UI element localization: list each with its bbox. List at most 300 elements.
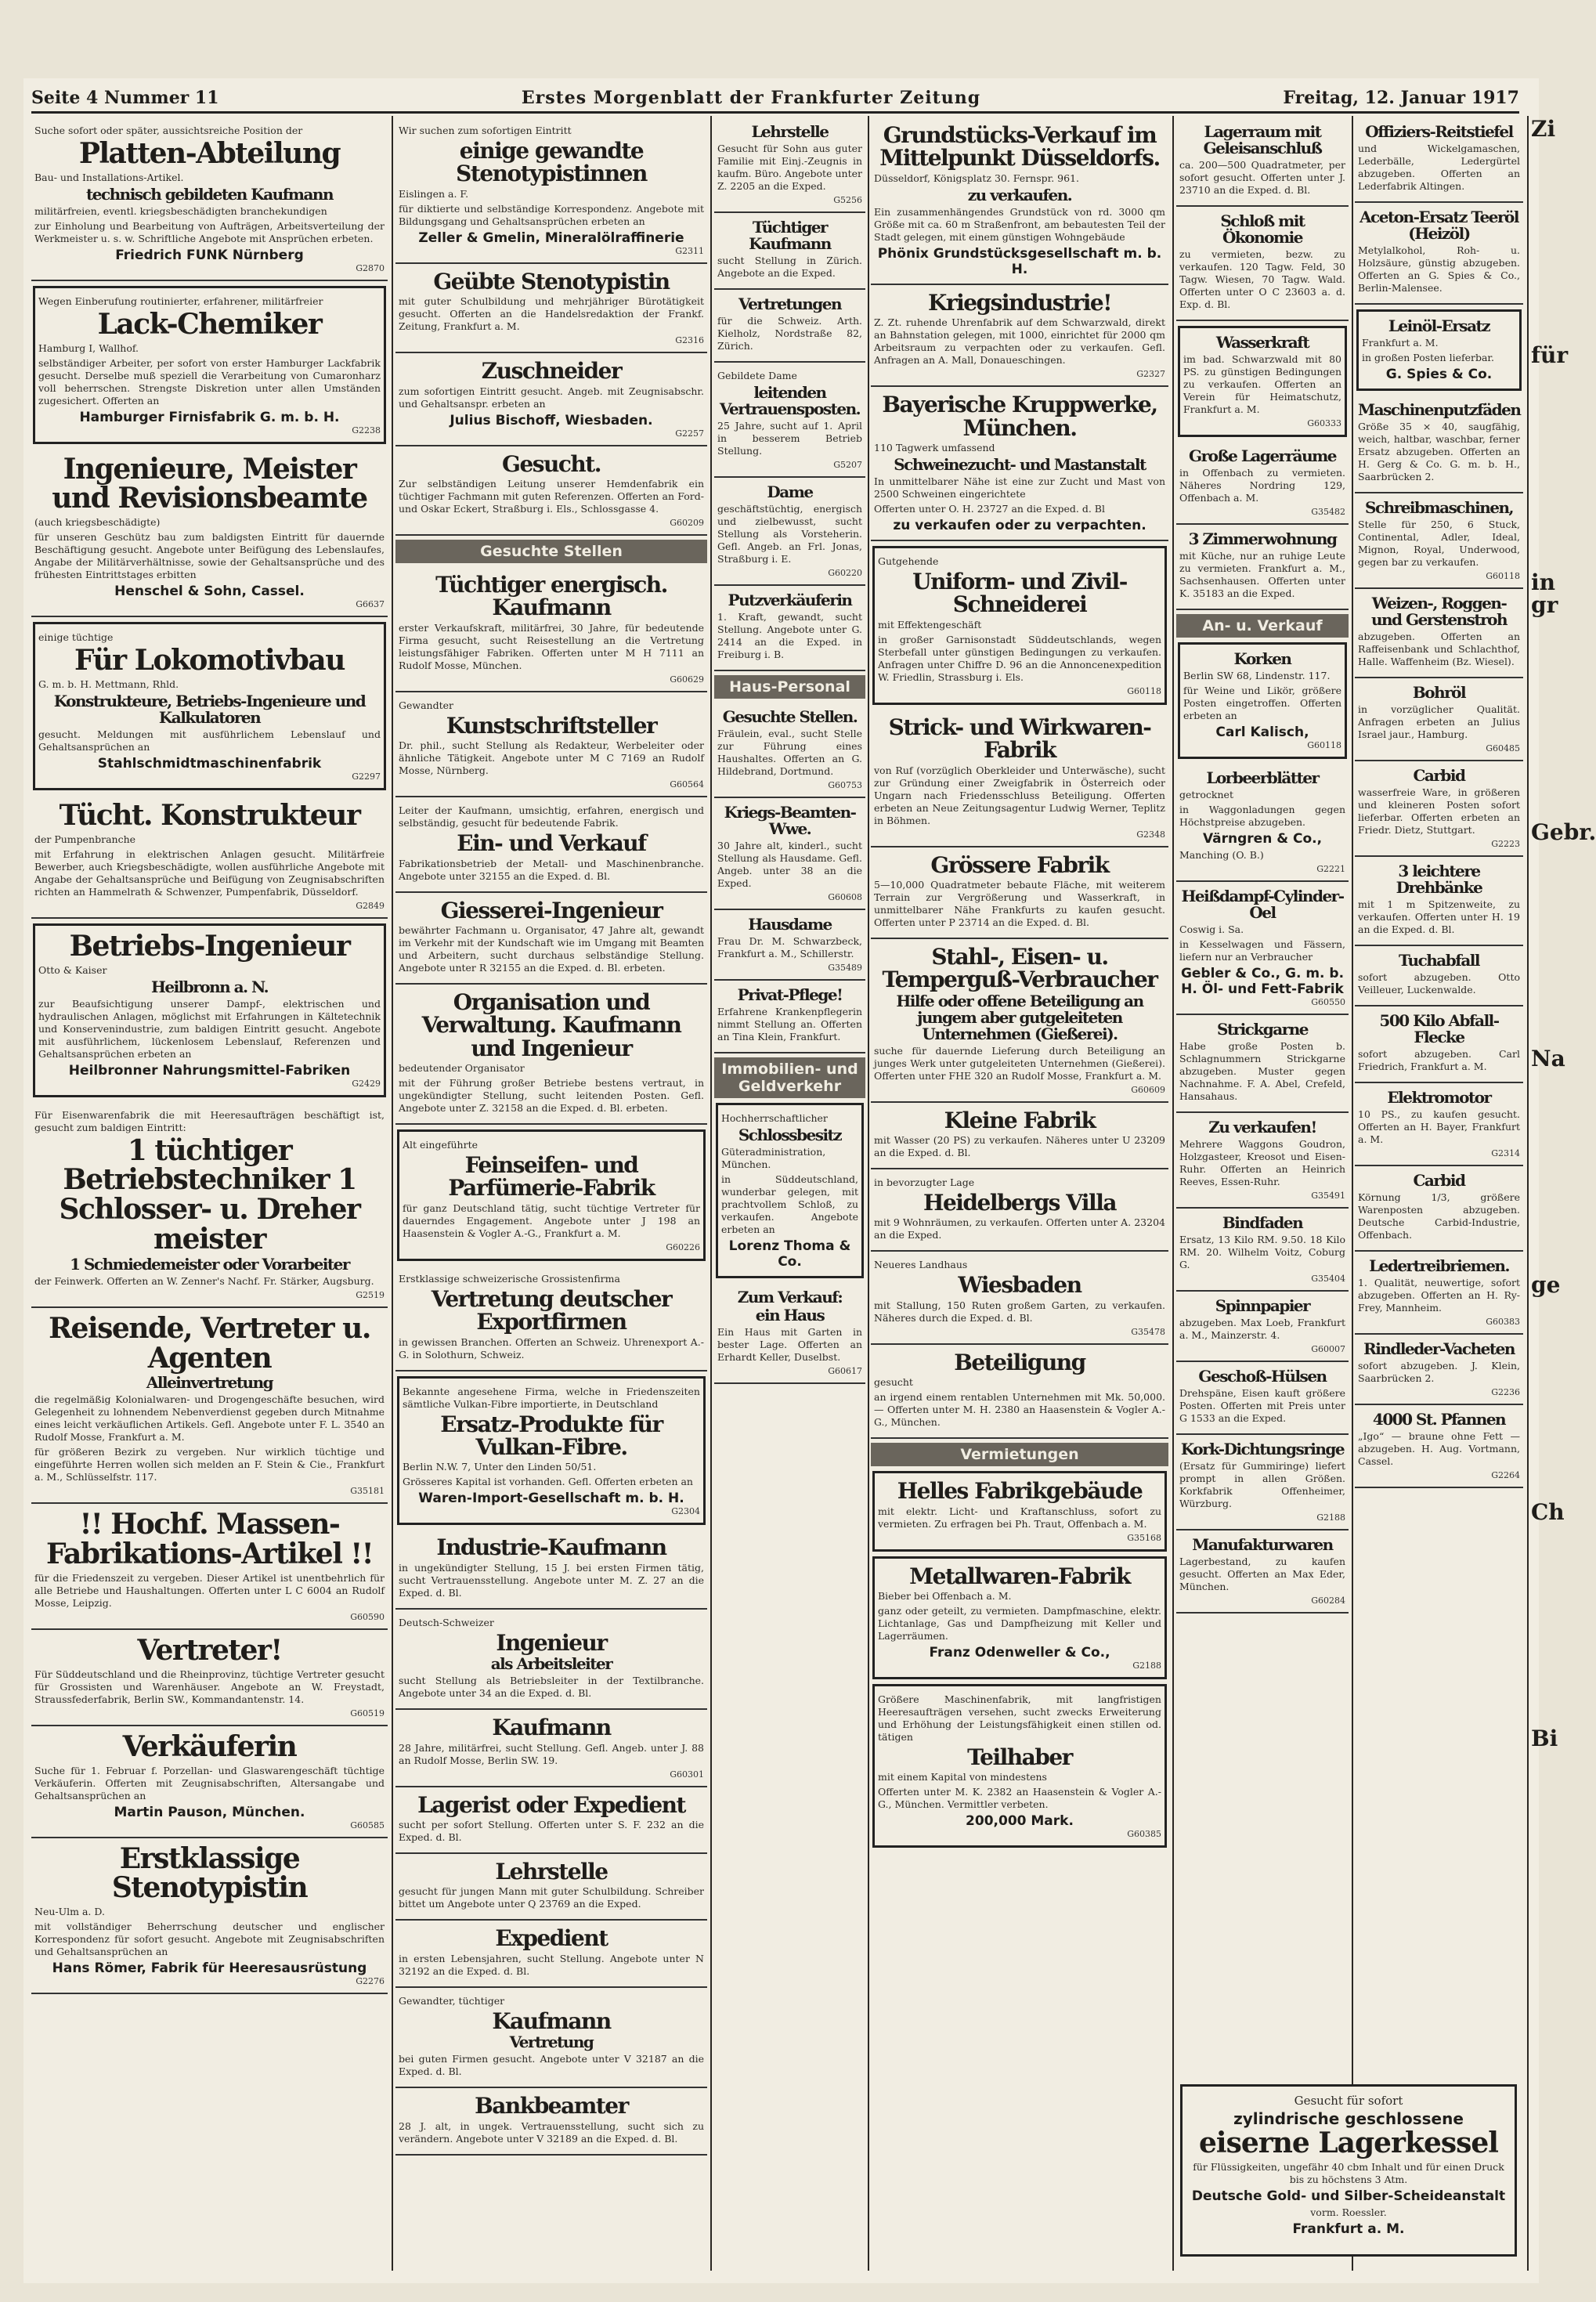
ad-body: gesucht für jungen Mann mit guter Schulbildung. Schreiber bittet um Angebote unter Q 23769 an die Exped.: [399, 1885, 704, 1910]
ad-lead: Größere Maschinenfabrik, mit langfristigen Heeresaufträgen versehen, sucht zwecks Erweiterung und Erhöhung der Leistungsfähigkeit einen stillen od. tätigen: [878, 1693, 1161, 1744]
classified-ad: [1355, 857, 1523, 946]
ad-body: Dr. phil., sucht Stellung als Redakteur, Werbeleiter oder ähnliche Tätigkeit. Angebote unter M C 7169 an Rudolf Mosse, Nürnberg.: [399, 739, 704, 777]
ad-reference: G60629: [670, 674, 704, 685]
classified-ad: [871, 285, 1168, 387]
ad-subline: G. m. b. H. Mettmann, Rhld.: [38, 678, 179, 690]
ad-body: gesucht. Meldungen mit ausführlichem Lebenslauf und Gehaltsansprüchen an: [38, 728, 381, 753]
classified-ad: [1176, 1292, 1349, 1362]
ad-reference: G2188: [1132, 1661, 1161, 1671]
ad-headline: Tüchtiger Kaufmann: [749, 218, 831, 253]
ad-body: mit der Führung großer Betriebe bestens vertraut, in ungekündigter Stellung, sucht leitenden Posten. Gefl. Angebote unter Z. 32158 an die Exped. d. Bl. erbeten.: [399, 1077, 704, 1115]
ad-headline: Wiesbaden: [958, 1272, 1081, 1299]
ad-signature: zu verkaufen oder zu verpachten.: [893, 517, 1146, 533]
ad-headline: Putzverkäuferin: [728, 591, 852, 609]
ad-headline: Privat-Pflege!: [737, 985, 843, 1004]
ad-reference: G35482: [1311, 507, 1345, 517]
ad-lead: Alt eingeführte: [403, 1139, 478, 1151]
ad-body: mit guter Schulbildung und mehrjähriger Bürotätigkeit gesucht. Offerten an die Handelsredaktion der Frankf. Zeitung, Frankfurt a. M.: [399, 295, 704, 333]
ad-body: abzugeben. Offerten an Raffeisenbank und Schlachthof, Halle. Waffenheim (Bz. Wiesel).: [1358, 631, 1520, 667]
classified-ad: [714, 1283, 865, 1384]
classified-ad: [714, 213, 865, 290]
ad-reference: G2316: [675, 335, 704, 346]
ad-body: in ungekündigter Stellung, 15 J. bei ersten Firmen tätig, sucht Vertrauensstellung. Angebote unter M. Z. 27 an die Exped. d. Bl.: [399, 1561, 704, 1599]
ad-body: selbständiger Arbeiter, per sofort von erster Hamburger Lackfabrik gesucht. Derselbe muß speziell die Verarbeitung von Cumaronharz voll beherrschen. Strengste Diskretion unter allen Umständen zugesichert. Offerten an: [38, 356, 381, 407]
classified-ad: [33, 286, 386, 444]
classified-ad: [395, 692, 707, 797]
ad-body: Habe große Posten b. Schlagnummern Strickgarne abzugeben. Muster gegen Nachnahme. F. A. Abel, Crefeld, Hansahaus.: [1179, 1040, 1345, 1102]
section-heading: Immobilien- und Geldverkehr: [714, 1057, 865, 1098]
ad-body: für die Schweiz. Arth. Kielholz, Nordstraße 82, Zürich.: [717, 315, 862, 352]
ad-headline: Geübte Stenotypistin: [433, 268, 670, 295]
ad-headline: Carbid: [1413, 766, 1465, 785]
ad-body: sofort abzugeben. Otto Veilleuer, Luckenwalde.: [1358, 971, 1520, 996]
ad-reference: G2236: [1491, 1387, 1520, 1397]
ad-headline: Kriegsindustrie!: [927, 289, 1111, 316]
ad-body: Ein zusammenhängendes Grundstück von rd. 3000 qm Größe mit ca. 60 m Straßenfront, am bebautesten Teil der Stadt gelegen, mit einem günstigen Wohngebäude: [874, 205, 1165, 243]
ad-headline: Leinöl-Ersatz: [1388, 316, 1490, 335]
classified-ad: [714, 586, 865, 671]
ad-headline: Helles Fabrikgebäude: [897, 1478, 1143, 1505]
ad-headline: Geschoß-Hülsen: [1198, 1367, 1327, 1386]
ad-body: Frau Dr. M. Schwarzbeck, Frankfurt a. M., Schillerstr.: [717, 935, 862, 959]
ad-headline: Tücht. Konstrukteur: [59, 798, 360, 832]
ad-body: 1. Kraft, gewandt, sucht Stellung. Angebote unter G. 2414 an die Exped. in Freiburg i. B.: [717, 611, 862, 660]
ad-headline: Vertretungen: [738, 295, 841, 313]
ad-body: 28 Jahre, militärfrei, sucht Stellung. Gefl. Angeb. unter J. 88 an Rudolf Mosse, Berlin SW. 19.: [399, 1741, 704, 1766]
ad-headline: Schlossbesitz: [738, 1126, 842, 1144]
ad-headline: 3 leichtere Drehbänke: [1396, 862, 1482, 897]
ad-subline: der Pumpenbranche: [34, 833, 136, 845]
ad-subline: vorm. Roessler.: [1310, 2206, 1387, 2218]
ad-headline: Zuschneider: [481, 358, 622, 385]
ad-body: und Wickelgamaschen, Lederbälle, Ledergürtel abzugeben. Offerten an Lederfabrik Altingen.: [1358, 143, 1520, 192]
ad-headline: Grössere Fabrik: [930, 851, 1109, 878]
ad-headline: Große Lagerräume: [1188, 446, 1337, 465]
ad-reference: G35168: [1127, 1532, 1161, 1543]
ad-headline: Wasserkraft: [1215, 333, 1309, 352]
ad-body: Ersatz, 13 Kilo RM. 9.50. 18 Kilo RM. 20. Wilhelm Voitz, Coburg G.: [1179, 1234, 1345, 1270]
column-5: [1176, 117, 1349, 2271]
ad-subline-2: Manching (O. B.): [1179, 849, 1264, 861]
classified-ad: [395, 1988, 707, 2088]
ad-body: in Waggonladungen gegen Höchstpreise abzugeben.: [1179, 804, 1345, 828]
classified-ad: [714, 117, 865, 213]
ad-headline: Ingenieur: [496, 1629, 607, 1656]
ad-signature: Heilbronner Nahrungsmittel-Fabriken: [68, 1062, 351, 1079]
ad-body: wasserfreie Ware, in größeren und kleineren Posten sofort lieferbar. Offerten erbeten an Friedr. Dietz, Stuttgart.: [1358, 786, 1520, 836]
section-heading: Vermietungen: [871, 1443, 1168, 1466]
ad-signature: Waren-Import-Gesellschaft m. b. H.: [418, 1491, 684, 1507]
cutoff-fragment: Ch: [1531, 1498, 1565, 1525]
ad-signature: Friedrich FUNK Nürnberg: [115, 247, 304, 263]
ad-body-2: Offerten unter M. K. 2382 an Haasenstein & Vogler A.-G., München. Vermittler verbeten.: [878, 1786, 1161, 1811]
ad-headline: Heißdampf-Cylinder-Oel: [1181, 887, 1344, 922]
ad-reference: G2429: [352, 1078, 381, 1089]
ad-headline: Kunstschriftsteller: [446, 712, 657, 739]
ad-subline: Coswig i. Sa.: [1179, 923, 1244, 935]
ad-signature: Värngren & Co.,: [1202, 831, 1323, 847]
ad-body: 5—10,000 Quadratmeter bebaute Fläche, mit weiterem Terrain zur Vergrößerung und Wasserkraft, in unmittelbarer Nähe Frankfurts zu kaufen gesucht. Offerten unter P 23714 an die Exped. d. Bl.: [874, 878, 1165, 928]
ad-headline: Kaufmann: [492, 1715, 611, 1741]
ad-body: geschäftstüchtig, energisch und zielbewusst, sucht Stellung als Vorsteherin. Gefl. Angeb. an Frl. Jonas, Straßburg i. E.: [717, 503, 862, 565]
ad-body: mit Wasser (20 PS) zu verkaufen. Näheres unter U 23209 an die Exped. d. Bl.: [874, 1134, 1165, 1159]
ad-headline: Manufakturwaren: [1192, 1535, 1333, 1554]
ad-body: zum sofortigen Eintritt gesucht. Angeb. mit Zeugnisabschr. und Gehaltsanspr. erbeten an: [399, 385, 704, 410]
section-heading: An- u. Verkauf: [1176, 614, 1349, 638]
ad-headline-2: ein Haus: [755, 1306, 825, 1324]
ad-reference: G60564: [670, 779, 704, 790]
ad-headline-2: technisch gebildeten Kaufmann: [85, 184, 333, 204]
ad-body: Lagerbestand, zu kaufen gesucht. Offerten an Max Eder, München.: [1179, 1556, 1345, 1592]
ad-headline: Strickgarne: [1216, 1020, 1309, 1039]
ad-body: Zur selbständigen Leitung unserer Hemdenfabrik ein tüchtiger Fachmann mit guten Referenzen. Offerten an Ford- und Oskar Eckert, Straßburg i. Els., Schlossgasse 4.: [399, 477, 704, 515]
ad-body: in gewissen Branchen. Offerten an Schweiz. Uhrenexport A.-G. in Solothurn, Schweiz.: [399, 1335, 704, 1361]
ad-reference: G2519: [356, 1289, 385, 1300]
column-3: [714, 117, 865, 2271]
column-7-cutoff: [1531, 116, 1596, 2271]
ad-body: mit Erfahrung in elektrischen Anlagen gesucht. Militärfreie Bewerber, auch Kriegsbeschädigte, wollen ausführliche Angebote mit Angabe der Gehaltsansprüche und Beifügung von Zeugnisabschriften richten an Hammelrath & Schwenzer, Pumpenfabrik, Düsseldorf.: [34, 847, 385, 898]
ad-headline: Lagerist oder Expedient: [417, 1791, 685, 1818]
issue-date: Freitag, 12. Januar 1917: [1283, 88, 1519, 108]
ad-headline: Lehrstelle: [751, 122, 829, 141]
ad-body: mit einem Kapital von mindestens: [878, 1771, 1047, 1783]
ad-subline: getrocknet: [1179, 789, 1233, 800]
ad-body: Stelle für 250, 6 Stuck, Continental, Adler, Ideal, Mignon, Royal, Underwood, gegen bar zu verkaufen.: [1358, 519, 1520, 568]
ad-headline: Organisation und Verwaltung. Kaufmann und Ingenieur: [421, 988, 681, 1061]
ad-body: Gesucht für Sohn aus guter Familie mit Einj.-Zeugnis in kaufm. Büro. Angebote unter Z. 2205 an die Exped.: [717, 143, 862, 192]
ad-signature: Hamburger Firnisfabrik G. m. b. H.: [79, 409, 340, 425]
ad-reference: G5256: [833, 195, 862, 205]
ad-body: für ganz Deutschland tätig, sucht tüchtige Vertreter für dauerndes Engagement. Angebote unter J 198 an Haasenstein & Vogler A.-G., Frankfurt a. M.: [403, 1202, 700, 1239]
classified-ad: [31, 117, 388, 281]
ad-subline: Bieber bei Offenbach a. M.: [878, 1590, 1012, 1603]
cutoff-fragment: ge: [1531, 1272, 1561, 1299]
classified-ad: [31, 1308, 388, 1505]
ad-headline: Lehrstelle: [495, 1858, 608, 1885]
classified-ad: [1176, 117, 1349, 207]
column-rule: [1172, 116, 1174, 2271]
classified-ad: [395, 1610, 707, 1710]
ad-reference: G2849: [356, 900, 385, 911]
ad-lead: Wegen Einberufung routinierter, erfahrener, militärfreier: [38, 295, 323, 307]
ad-headline: Bankbeamter: [475, 2093, 628, 2120]
ad-reference: G60585: [350, 1820, 385, 1830]
ad-body: „Igo“ — braune ohne Fett — abzugeben. H. Aug. Vortmann, Cassel.: [1358, 1430, 1520, 1467]
ad-reference: G2297: [352, 771, 381, 782]
cutoff-fragment: Na: [1531, 1045, 1565, 1071]
classified-ad: [871, 1345, 1168, 1439]
ad-reference: G60220: [828, 568, 862, 578]
lagerkessel-ad: [1180, 2084, 1517, 2257]
page-header: [31, 85, 1519, 114]
ad-headline-2: Alleinvertretung: [146, 1373, 273, 1393]
classified-ad: [1176, 1362, 1349, 1435]
ad-body: in ersten Lebensjahren, sucht Stellung. Angebote unter N 32192 an die Exped. d. Bl.: [399, 1952, 704, 1977]
classified-ad: [31, 1630, 388, 1726]
ad-signature: Henschel & Sohn, Cassel.: [114, 584, 305, 600]
ad-body: in vorzüglicher Qualität. Anfragen erbeten an Julius Israel jaur., Hamburg.: [1358, 703, 1520, 740]
ad-headline: Metallwaren-Fabrik: [909, 1563, 1130, 1589]
ad-body: zu vermieten, bezw. zu verkaufen. 120 Tagw. Feld, 30 Tagw. Wiesen, 70 Tagw. Wald. Offerten unter O C 23603 a. d. Exp. d. Bl.: [1179, 248, 1345, 310]
ad-reference: G2188: [1316, 1512, 1345, 1523]
column-4: [871, 117, 1168, 2271]
ad-headline: Lorbeerblätter: [1206, 768, 1319, 787]
classified-ad: [1176, 1209, 1349, 1292]
ad-body: zur Beaufsichtigung unserer Dampf-, elektrischen und hydraulischen Anlagen, möglichst mit Erfahrungen in Kältetechnik und Konservenindustrie, zum baldigen Eintritt gesucht. Angebote mit ausführlichem, lückenlosem Lebenslauf, Referenzen und Gehaltsansprüchen erbeten an: [38, 997, 381, 1060]
section-heading: Haus-Personal: [714, 675, 865, 699]
ad-reference: G60385: [1127, 1829, 1161, 1840]
ad-headline-2: zu verkaufen.: [967, 185, 1072, 204]
ad-headline: Bohröl: [1412, 683, 1466, 702]
ad-subline: Neu-Ulm a. D.: [34, 1906, 105, 1918]
ad-subline: mit Effektengeschäft: [878, 618, 982, 631]
classified-ad: [395, 1266, 707, 1371]
ad-signature: Julius Bischoff, Wiesbaden.: [450, 412, 653, 428]
ad-signature: Zeller & Gmelin, Mineralölraffinerie: [418, 229, 684, 246]
ad-reference: G60118: [1307, 740, 1341, 750]
classified-ad: [871, 1252, 1168, 1344]
classified-ad: [1178, 326, 1347, 437]
ad-subline: Berlin N.W. 7, Unter den Linden 50/51.: [403, 1461, 597, 1473]
ad-reference: G2276: [356, 1976, 385, 1987]
ad-headline: Maschinenputzfäden: [1358, 400, 1521, 419]
classified-ad: [395, 446, 707, 536]
classified-ad: [871, 117, 1168, 285]
classified-ad: [395, 1530, 707, 1609]
ad-signature: Carl Kalisch,: [1215, 725, 1309, 740]
classified-ad: [1355, 1166, 1523, 1252]
ad-body: mit elektr. Licht- und Kraftanschluss, sofort zu vermieten. Zu erfragen bei Ph. Traut, Offenbach a. M.: [878, 1505, 1161, 1530]
ad-headline: Elektromotor: [1387, 1088, 1491, 1107]
ad-signature: Deutsche Gold- und Silber-Scheideanstalt: [1191, 2188, 1506, 2204]
ad-body: sofort abzugeben. J. Klein, Saarbrücken 2.: [1358, 1360, 1520, 1384]
ad-headline: Grundstücks-Verkauf im Mittelpunkt Düsseldorfs.: [879, 122, 1160, 172]
classified-ad: [31, 795, 388, 919]
ad-body: für unseren Geschütz bau zum baldigsten Eintritt für dauernde Beschäftigung gesucht. Angebote unter Beifügung des Lebenslaufes, Angabe der Militärverhältnisse, sowie der Gehaltsansprüche und des frühesten Eintrittstages erbitten: [34, 531, 385, 581]
ad-lead: Leiter der Kaufmann, umsichtig, erfahren, energisch und selbständig, gesucht für bedeutende Fabrik.: [399, 804, 704, 829]
ad-body: 10 PS., zu kaufen gesucht. Offerten an H. Bayer, Frankfurt a. M.: [1358, 1108, 1520, 1145]
ad-headline: Feinseifen- und Parfümerie-Fabrik: [448, 1152, 655, 1202]
classified-ad: [1355, 1335, 1523, 1405]
ad-reference: G60383: [1486, 1317, 1520, 1327]
column-rule: [1352, 116, 1353, 2271]
ad-subline: Berlin SW 68, Lindenstr. 117.: [1183, 670, 1331, 681]
ad-body: bewährter Fachmann u. Organisator, 47 Jahre alt, gewandt im Verkehr mit der Kundschaft wie im Umgang mit Beamten und Arbeitern, sucht durchaus selbständige Stellung. Angebote unter R 32155 an die Exped. d. Bl. erbeten.: [399, 923, 704, 974]
ad-body: an irgend einem rentablen Unternehmen mit Mk. 50,000. — Offerten unter M. H. 2380 an Haasenstein & Vogler A.-G., München.: [874, 1391, 1165, 1429]
ad-headline: 500 Kilo Abfall-Flecke: [1379, 1011, 1499, 1046]
column-rule: [392, 116, 393, 2271]
page-number: Seite 4 Nummer 11: [31, 88, 219, 108]
ad-headline: Heidelbergs Villa: [923, 1190, 1116, 1216]
ad-reference: G2327: [1136, 369, 1165, 380]
classified-ad: [395, 353, 707, 446]
ad-headline: Tuchabfall: [1398, 951, 1479, 970]
classified-ad: [871, 387, 1168, 541]
ad-body: (Ersatz für Gummiringe) liefert prompt in allen Größen. Korkfabrik Offenheimer, Würzburg.: [1179, 1460, 1345, 1509]
ad-body: in Süddeutschland, wunderbar gelegen, mit prachtvollem Schloß, zu verkaufen. Angebote erbeten an: [721, 1173, 858, 1235]
ad-headline-2: als Arbeitsleiter: [490, 1654, 612, 1674]
ad-body: in großer Garnisonstadt Süddeutschlands, wegen Sterbefall unter günstigen Bedingungen zu verkaufen. Anfragen unter Chiffre D. 96 an die Annoncenexpedition W. Friedlin, Strassburg i. Els.: [878, 633, 1161, 683]
ad-body: In unmittelbarer Nähe ist eine zur Zucht und Mast von 2500 Schweinen eingerichtete: [874, 475, 1165, 500]
ad-body: Erfahrene Krankenpflegerin nimmt Stellung an. Offerten an Tina Klein, Frankfurt.: [717, 1006, 862, 1043]
classified-ad: [871, 847, 1168, 939]
ad-lead: Hochherrschaftlicher: [721, 1112, 828, 1124]
ad-reference: G60617: [828, 1366, 862, 1376]
ad-body: Fabrikationsbetrieb der Metall- und Maschinenbranche. Angebote unter 32155 an die Exped. d. Bl.: [399, 857, 704, 882]
newspaper-title: Erstes Morgenblatt der Frankfurter Zeitung: [521, 88, 981, 108]
classified-ad: [714, 798, 865, 910]
ad-headline: Vertretung deutscher Exportfirmen: [431, 1285, 672, 1335]
ad-headline: Teilhaber: [967, 1744, 1072, 1771]
ad-headline: Ersatz-Produkte für Vulkan-Fibre.: [440, 1411, 663, 1461]
ad-signature: Lorenz Thoma & Co.: [728, 1238, 851, 1270]
ad-reference: G6637: [356, 599, 385, 610]
ad-body: mit Stallung, 150 Ruten großem Garten, zu verkaufen. Näheres durch die Exped. d. Bl.: [874, 1299, 1165, 1324]
column-rule: [1527, 116, 1529, 2271]
ad-reference: G35404: [1311, 1274, 1345, 1284]
classified-ad: [395, 985, 707, 1125]
ad-headline: Platten-Abteilung: [78, 137, 341, 170]
ad-reference: G35491: [1311, 1191, 1345, 1201]
ad-reference: G5207: [833, 460, 862, 470]
cutoff-fragment: in gr: [1531, 569, 1558, 619]
ad-body: Für Süddeutschland und die Rheinprovinz, tüchtige Vertreter gesucht für Grossisten und Warenhäuser. Angebote an W. Freystadt, Straussfederfabrik, Berlin SW., Kommandantenstr. 14.: [34, 1668, 385, 1705]
ad-headline-2: Schweinezucht- und Mastanstalt: [894, 454, 1146, 474]
ad-headline: Lagerraum mit Geleisanschluß: [1203, 122, 1322, 157]
ad-reference: G2870: [356, 262, 385, 273]
classified-ad: [1176, 1530, 1349, 1614]
ad-lead: Gewandter: [399, 699, 453, 711]
ad-headline: Betriebs-Ingenieur: [69, 929, 350, 963]
ad-headline: Ledertreibriemen.: [1369, 1256, 1509, 1275]
ad-body: im bad. Schwarzwald mit 80 PS. zu günstigen Bedingungen zu verkaufen. Offerten an Verein für Heimatschutz, Frankfurt a. M.: [1183, 353, 1341, 415]
ad-subline: Güteradministration, München.: [721, 1146, 826, 1170]
classified-ad: [1355, 1252, 1523, 1335]
classified-ad: [395, 567, 707, 692]
ad-headline: 4000 St. Pfannen: [1372, 1410, 1506, 1429]
ad-headline: Expedient: [495, 1925, 608, 1952]
cutoff-fragment: Gebr.: [1531, 819, 1596, 845]
ad-headline: Kork-Dichtungsringe: [1180, 1440, 1345, 1458]
ad-lead: in bevorzugter Lage: [874, 1176, 975, 1189]
ad-headline: Lack-Chemiker: [97, 307, 322, 341]
ad-body: bei guten Firmen gesucht. Angebote unter V 32187 an die Exped. d. Bl.: [399, 2053, 704, 2078]
ad-lead: Erstklassige schweizerische Grossistenfirma: [399, 1272, 620, 1285]
ad-headline: 1 tüchtiger Betriebstechniker 1 Schlosser- u. Dreher meister: [59, 1133, 360, 1256]
ad-subline: Bau- und Installations-Artikel.: [34, 171, 184, 183]
classified-ad: [395, 117, 707, 264]
classified-ad: [1355, 117, 1523, 203]
classified-ad: [1176, 207, 1349, 321]
ad-body: sofort abzugeben. Carl Friedrich, Frankfurt a. M.: [1358, 1048, 1520, 1072]
ad-body: Körnung 1/3, größere Warenposten abzugeben. Deutsche Carbid-Industrie, Offenbach.: [1358, 1191, 1520, 1241]
ad-signature: G. Spies & Co.: [1385, 367, 1493, 382]
ad-body: sucht Stellung als Betriebsleiter in der Textilbranche. Angebote unter 34 an die Exped. d. Bl.: [399, 1675, 704, 1700]
ad-reference: G60118: [1127, 685, 1161, 696]
ad-lead: Gesucht für sofort: [1294, 2094, 1403, 2108]
ad-headline: zylindrische geschlossene: [1233, 2109, 1464, 2129]
ad-signature: 200,000 Mark.: [966, 1813, 1074, 1830]
ad-reference: G2348: [1136, 829, 1165, 840]
classified-ad: [33, 622, 386, 790]
ad-body-2: Offerten unter O. H. 23727 an die Exped. d. Bl: [874, 502, 1105, 515]
ad-headline-2: Hilfe oder offene Beteiligung an jungem aber gutgeleiteten Unternehmen (Gießerei).: [896, 991, 1143, 1043]
ad-headline: Gesucht.: [502, 450, 601, 477]
ad-reference: G60519: [350, 1708, 385, 1718]
ad-headline: Weizen-, Roggen- und Gerstenstroh: [1370, 594, 1508, 629]
ad-lead: Suche sofort oder später, aussichtsreiche Position der: [34, 125, 303, 136]
ad-reference: G35489: [828, 963, 862, 973]
cutoff-fragment: Bi: [1531, 1726, 1558, 1752]
ad-body: Drehspäne, Eisen kauft größere Posten. Offerten mit Preis unter G 1533 an die Exped.: [1179, 1387, 1345, 1424]
classified-ad: [1356, 309, 1522, 391]
ad-headline: Offiziers-Reitstiefel: [1365, 122, 1513, 141]
classified-ad: [872, 1471, 1167, 1551]
classified-ad: [872, 1556, 1167, 1679]
ad-signature: Stahlschmidtmaschinenfabrik: [97, 755, 322, 772]
classified-ad: [714, 363, 865, 478]
ad-body: der Feinwerk. Offerten an W. Zenner's Nachf. Fr. Stärker, Augsburg.: [34, 1274, 374, 1287]
classified-ad: [395, 1710, 707, 1787]
ad-headline: Ingenieure, Meister und Revisionsbeamte: [52, 452, 367, 515]
ad-reference: G2257: [675, 428, 704, 439]
classified-ad: [395, 2088, 707, 2155]
ad-body: mit vollständiger Beherrschung deutscher und englischer Korrespondenz für sofort gesucht. Angebote mit Zeugnisabschriften und Gehaltsansprüchen an: [34, 1921, 385, 1958]
column-rule: [868, 116, 869, 2271]
ad-headline: Bindfaden: [1222, 1213, 1303, 1232]
classified-ad: [395, 1854, 707, 1921]
ad-reference: G60590: [350, 1611, 385, 1622]
ad-headline: Giesserei-Ingenieur: [440, 897, 663, 923]
ad-reference: G2264: [1491, 1470, 1520, 1480]
ad-headline: Korken: [1233, 649, 1291, 668]
classified-ad: [1355, 203, 1523, 305]
ad-subline: 110 Tagwerk umfassend: [874, 441, 995, 454]
cutoff-fragment: Zi: [1531, 116, 1556, 142]
ad-body: 1. Qualität, neuwertige, sofort abzugeben. Offerten an H. Ry-Frey, Mannheim.: [1358, 1277, 1520, 1314]
ad-reference: G2314: [1491, 1148, 1520, 1158]
ad-reference: G60301: [670, 1769, 704, 1780]
ad-reference: G35181: [350, 1486, 385, 1497]
ad-city: Frankfurt a. M.: [1292, 2221, 1405, 2237]
classified-ad: [716, 1103, 864, 1278]
classified-ad: [871, 1103, 1168, 1169]
ad-body: sucht Stellung in Zürich. Angebote an die Exped.: [717, 255, 862, 279]
ad-headline: Stahl-, Eisen- u. Temperguß-Verbraucher: [882, 943, 1157, 993]
classified-ad: [871, 710, 1168, 847]
classified-ad: [395, 1787, 707, 1854]
ad-headline: Zu verkaufen!: [1208, 1118, 1316, 1137]
ad-headline: einige gewandte Stenotypistinnen: [456, 138, 647, 187]
ad-reference: G2223: [1491, 839, 1520, 849]
ad-body: ca. 200—500 Quadratmeter, per sofort gesucht. Offerten unter J. 23710 an die Exped. d. Bl.: [1179, 159, 1345, 196]
ad-body: Grösseres Kapital ist vorhanden. Gefl. Offerten erbeten an: [403, 1476, 693, 1488]
classified-ad: [1176, 1015, 1349, 1113]
ad-body: sucht per sofort Stellung. Offerten unter S. F. 232 an die Exped. d. Bl.: [399, 1818, 704, 1843]
ad-lead: Gebildete Dame: [717, 370, 797, 381]
section-heading: Gesuchte Stellen: [395, 540, 707, 563]
ad-lead: Wir suchen zum sofortigen Eintritt: [399, 125, 572, 136]
ad-body: 30 Jahre alt, kinderl., sucht Stellung als Hausdame. Gefl. Angeb. unter 38 an die Exped.: [717, 840, 862, 889]
ad-headline: Kriegs-Beamten-Wwe.: [724, 803, 856, 838]
ad-headline: Schreibmaschinen,: [1365, 498, 1513, 517]
ad-subline: gesucht: [874, 1376, 913, 1389]
ad-body: in großen Posten lieferbar.: [1362, 352, 1495, 363]
classified-ad: [714, 910, 865, 981]
ad-headline: Uniform- und Zivil-Schneiderei: [912, 568, 1127, 618]
ad-subline: bedeutender Organisator: [399, 1062, 525, 1075]
classified-ad: [1355, 946, 1523, 1006]
